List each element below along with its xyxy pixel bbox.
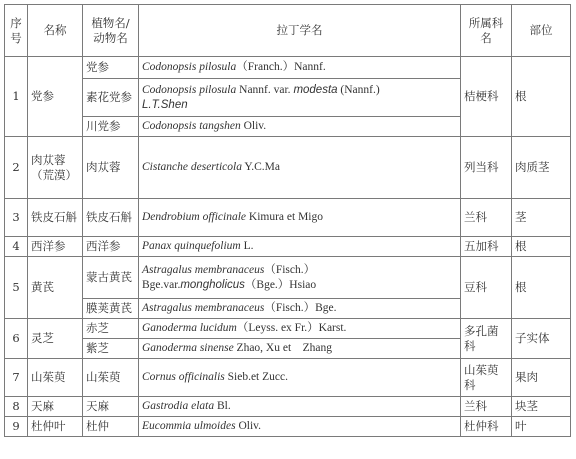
latin-cell	[139, 339, 461, 359]
latin-author: （Bge.）Hsiao	[244, 278, 317, 291]
latin-author: Zhao, Xu et Zhang	[233, 342, 333, 354]
latin-cell	[139, 137, 461, 199]
species-cell: 西洋参	[83, 237, 139, 257]
name-cell: 天麻	[28, 397, 83, 417]
latin-author: L.T.Shen	[142, 98, 188, 111]
species-cell: 党参	[83, 57, 139, 79]
latin-author: Oliv.	[240, 120, 267, 132]
seq-cell: 2	[5, 137, 28, 199]
latin-cell	[139, 257, 461, 299]
part-cell: 根	[512, 237, 571, 257]
latin-genus-species: Astragalus membranaceus	[142, 302, 265, 314]
name-cell: 党参	[28, 57, 83, 137]
name-cell: 杜仲叶	[28, 417, 83, 437]
latin-genus-species: Codonopsis pilosula	[142, 61, 237, 73]
latin-genus-species: Eucommia ulmoides	[142, 420, 236, 432]
header-seq: 序号	[5, 5, 28, 57]
species-cell: 山茱萸	[83, 359, 139, 397]
latin-genus-species: Astragalus membranaceus	[142, 263, 265, 276]
table-row	[5, 397, 571, 417]
species-cell: 杜仲	[83, 417, 139, 437]
latin-cell	[139, 79, 461, 117]
latin-genus-species: Gastrodia elata	[142, 400, 215, 412]
name-cell: 黄芪	[28, 257, 83, 319]
seq-cell: 6	[5, 319, 28, 359]
header-row	[5, 5, 571, 57]
latin-variety: mongholicus	[180, 278, 245, 291]
header-name: 名称	[28, 5, 83, 57]
table-row	[5, 359, 571, 397]
species-cell: 蒙古黄芪	[83, 257, 139, 299]
family-cell: 多孔菌科	[461, 319, 512, 359]
latin-variety: modesta	[293, 83, 338, 96]
part-cell: 根	[512, 257, 571, 319]
species-cell: 天麻	[83, 397, 139, 417]
part-cell: 根	[512, 57, 571, 137]
latin-genus-species: Panax quinquefolium	[142, 240, 241, 252]
species-cell: 赤芝	[83, 319, 139, 339]
part-cell: 果肉	[512, 359, 571, 397]
species-cell: 素花党参	[83, 79, 139, 117]
species-cell: 膜荚黄芪	[83, 299, 139, 319]
family-cell: 兰科	[461, 397, 512, 417]
name-cell: 西洋参	[28, 237, 83, 257]
latin-author: （Franch.）Nannf.	[236, 61, 326, 73]
table-row	[5, 257, 571, 299]
header-family: 所属科名	[461, 5, 512, 57]
latin-author: L.	[240, 240, 254, 252]
table-row	[5, 199, 571, 237]
latin-cell	[139, 299, 461, 319]
name-cell: 灵芝	[28, 319, 83, 359]
latin-genus-species: Dendrobium officinale	[142, 211, 247, 223]
species-cell: 铁皮石斛	[83, 199, 139, 237]
latin-author: Bl.	[214, 400, 231, 412]
latin-cell	[139, 237, 461, 257]
name-cell: 山茱萸	[28, 359, 83, 397]
name-cell: 肉苁蓉（荒漠）	[28, 137, 83, 199]
latin-author: Y.C.Ma	[241, 161, 280, 173]
latin-author: Nannf. var.	[236, 83, 294, 96]
latin-author: (Nannf.)	[337, 83, 380, 96]
part-cell: 子实体	[512, 319, 571, 359]
table-row	[5, 137, 571, 199]
part-cell: 叶	[512, 417, 571, 437]
latin-cell	[139, 397, 461, 417]
latin-cell	[139, 117, 461, 137]
name-cell: 铁皮石斛	[28, 199, 83, 237]
family-cell: 兰科	[461, 199, 512, 237]
seq-cell: 4	[5, 237, 28, 257]
species-cell: 川党参	[83, 117, 139, 137]
seq-cell: 3	[5, 199, 28, 237]
latin-genus-species: Codonopsis tangshen	[142, 120, 241, 132]
table-row	[5, 237, 571, 257]
latin-author: Sieb.et Zucc.	[224, 371, 288, 383]
latin-cell	[139, 57, 461, 79]
part-cell: 肉质茎	[512, 137, 571, 199]
latin-genus-species: Cistanche deserticola	[142, 161, 242, 173]
family-cell: 山茱萸科	[461, 359, 512, 397]
latin-author: Oliv.	[235, 420, 262, 432]
latin-author: Kimura et Migo	[246, 211, 324, 223]
family-cell: 桔梗科	[461, 57, 512, 137]
header-latin: 拉丁学名	[139, 5, 461, 57]
part-cell: 块茎	[512, 397, 571, 417]
seq-cell: 5	[5, 257, 28, 319]
part-cell: 茎	[512, 199, 571, 237]
header-species: 植物名/动物名	[83, 5, 139, 57]
latin-genus-species: Ganoderma sinense	[142, 342, 234, 354]
family-cell: 列当科	[461, 137, 512, 199]
family-cell: 豆科	[461, 257, 512, 319]
header-part: 部位	[512, 5, 571, 57]
latin-cell	[139, 199, 461, 237]
herb-table	[4, 4, 571, 437]
latin-genus-species: Codonopsis pilosula	[142, 83, 237, 96]
table-row	[5, 319, 571, 339]
table-row	[5, 57, 571, 79]
species-cell: 紫芝	[83, 339, 139, 359]
latin-genus-species: Cornus officinalis	[142, 371, 225, 383]
latin-cell	[139, 417, 461, 437]
latin-author: （Fisch.）	[264, 263, 316, 276]
latin-genus-species: Ganoderma lucidum	[142, 322, 237, 334]
species-cell: 肉苁蓉	[83, 137, 139, 199]
family-cell: 杜仲科	[461, 417, 512, 437]
seq-cell: 7	[5, 359, 28, 397]
latin-author: （Fisch.）Bge.	[264, 302, 337, 314]
latin-author: （Leyss. ex Fr.）Karst.	[236, 322, 347, 334]
latin-cell	[139, 319, 461, 339]
table-row	[5, 417, 571, 437]
seq-cell: 9	[5, 417, 28, 437]
latin-cell	[139, 359, 461, 397]
latin-author: Bge.var.	[142, 278, 181, 291]
seq-cell: 8	[5, 397, 28, 417]
seq-cell: 1	[5, 57, 28, 137]
family-cell: 五加科	[461, 237, 512, 257]
